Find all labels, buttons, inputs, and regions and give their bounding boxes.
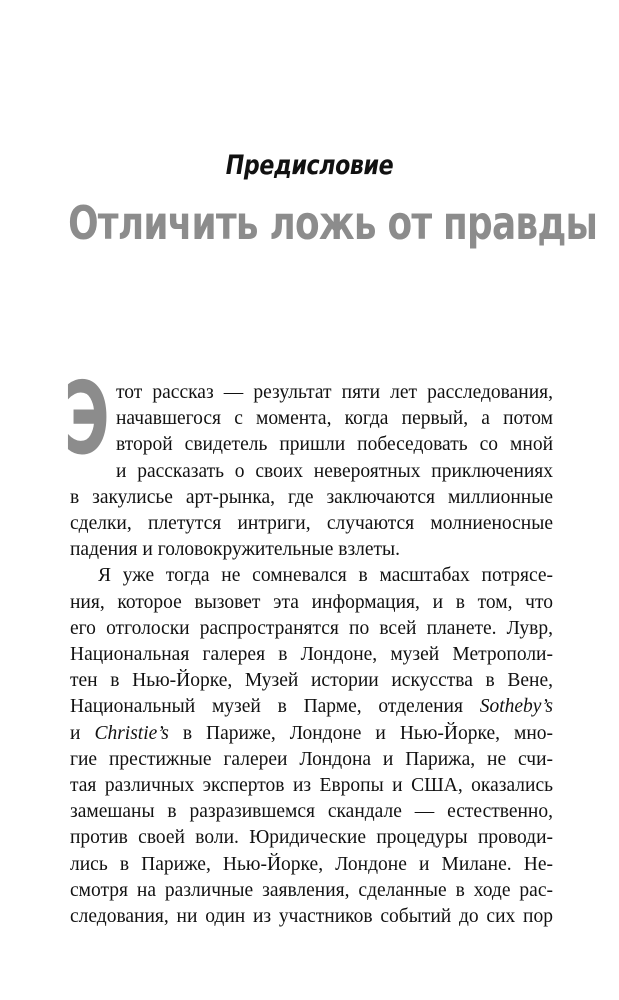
text-line-mixed [70, 721, 553, 747]
text-segment: в Париже, Лондоне и Нью-Йорке, мно- [168, 722, 554, 744]
text-line: тен в Нью-Йорке, Музей истории искусства в Вене, [70, 670, 553, 692]
text-line: Национальная галерея в Лондоне, музей Метрополи- [70, 644, 553, 666]
text-line: и рассказать о своих невероятных приключениях [116, 460, 553, 482]
drop-cap [64, 360, 110, 477]
text-segment: Национальный музей в Парме, отделения [70, 696, 480, 718]
text-line: падения и головокружительные взлеты. [70, 539, 401, 561]
brand-christies: Christie’s [94, 722, 169, 744]
text-line: второй свидетель пришли побеседовать со мной [116, 434, 553, 456]
brand-sothebys: Sotheby’s [479, 696, 553, 718]
text-line: гие престижные галереи Лондона и Парижа, не счи- [70, 748, 553, 770]
text-line: ния, которое вызовет эта информация, и в том, что [70, 591, 553, 613]
text-line: тая различных экспертов из Европы и США, оказались [70, 775, 553, 797]
text-line: начавшегося с момента, когда первый, а потом [116, 408, 553, 430]
text-line: его отголоски распространятся по всей планете. Лувр, [70, 617, 553, 639]
text-line: следования, ни один из участников событий до сих пор [70, 906, 553, 928]
paragraph-1 [70, 380, 553, 563]
text-line: против своей воли. Юридические процедуры проводи- [70, 827, 553, 849]
text-line: Я уже тогда не сомневался в масштабах потрясе- [98, 565, 553, 587]
text-line: смотря на различные заявления, сделанные в ходе рас- [70, 879, 553, 901]
text-line: сделки, плетутся интриги, случаются молниеносные [70, 513, 553, 535]
text-line: лись в Париже, Нью-Йорке, Лондоне и Милане. Не- [70, 853, 553, 875]
chapter-label: Предисловие [225, 150, 394, 181]
text-line-mixed [70, 694, 553, 720]
text-line: тот рассказ — результат пяти лет расследования, [116, 382, 553, 403]
body-text [64, 360, 554, 930]
text-segment: и [70, 722, 95, 744]
drop-cap-letter: Э [64, 360, 110, 477]
text-line: в закулисье арт-рынка, где заключаются миллионные [70, 486, 553, 508]
chapter-title: Отличить ложь от правды [68, 196, 598, 250]
text-line: замешаны в разразившемся скандале — естественно, [70, 801, 553, 823]
paragraph-2 [70, 563, 553, 930]
